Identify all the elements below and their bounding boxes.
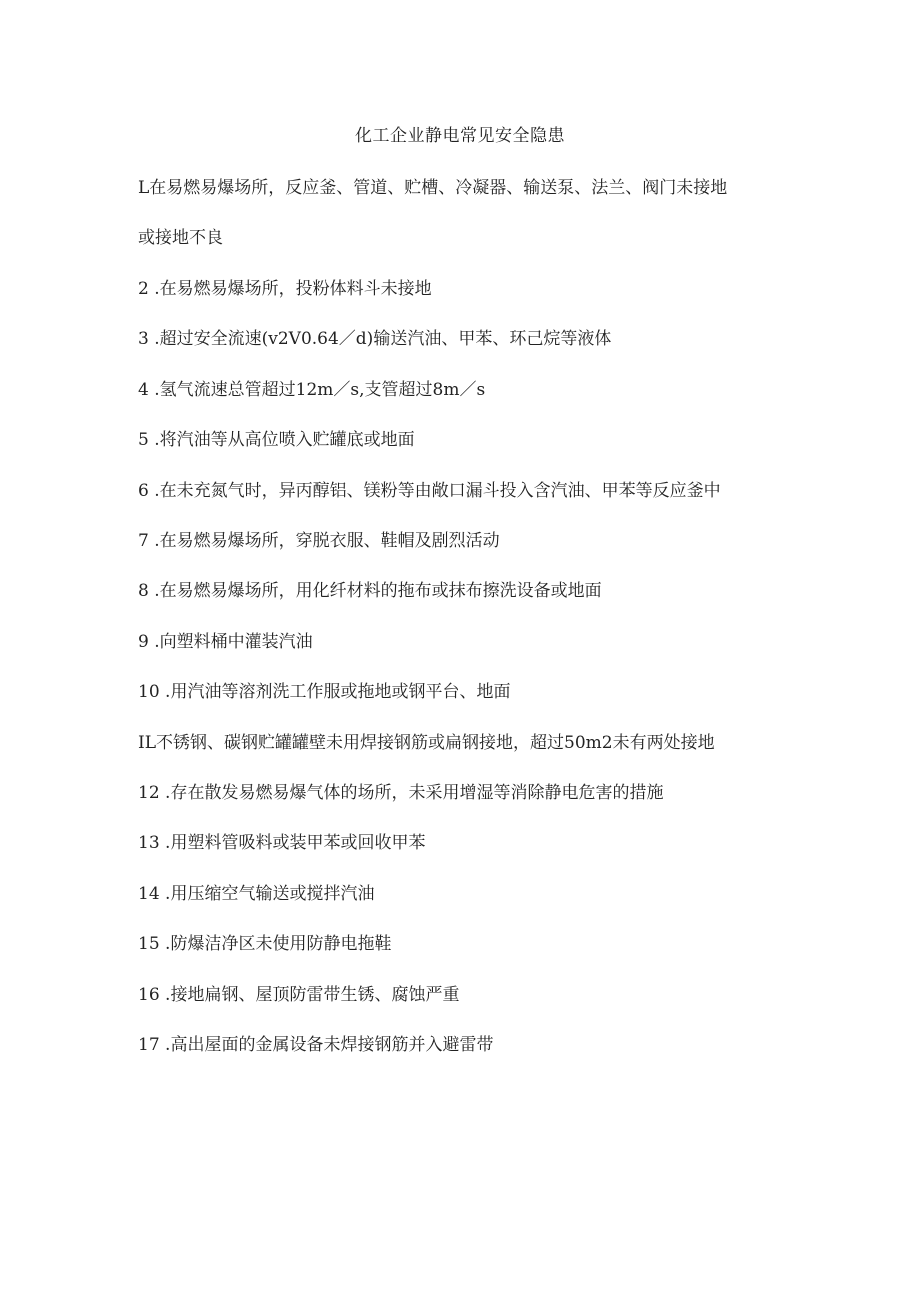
- hazard-item-13: 13 .用塑料管吸料或装甲苯或回收甲苯: [138, 833, 426, 853]
- hazard-item-2: 2 .在易燃易爆场所，投粉体料斗未接地: [138, 279, 432, 299]
- hazard-item-14: 14 .用压缩空气输送或搅拌汽油: [138, 884, 375, 904]
- hazard-item-16: 16 .接地扁钢、屋顶防雷带生锈、腐蚀严重: [138, 985, 460, 1005]
- hazard-item-4: 4 .氢气流速总管超过12m／s,支管超过8m／s: [138, 380, 486, 400]
- hazard-item-5: 5 .将汽油等从高位喷入贮罐底或地面: [138, 430, 415, 450]
- hazard-item-15: 15 .防爆洁净区未使用防静电拖鞋: [138, 934, 392, 954]
- hazard-item-11: IL不锈钢、碳钢贮罐罐壁未用焊接钢筋或扁钢接地，超过50m2未有两处接地: [138, 733, 715, 753]
- hazard-item-6: 6 .在未充氮气时，异丙醇铝、镁粉等由敞口漏斗投入含汽油、甲苯等反应釜中: [138, 481, 721, 501]
- hazard-item-7: 7 .在易燃易爆场所，穿脱衣服、鞋帽及剧烈活动: [138, 531, 500, 551]
- hazard-item-9: 9 .向塑料桶中灌装汽油: [138, 632, 313, 652]
- hazard-item-17: 17 .高出屋面的金属设备未焊接钢筋并入避雷带: [138, 1035, 494, 1055]
- hazard-item-1-continued: 或接地不良: [138, 228, 223, 248]
- hazard-item-3: 3 .超过安全流速(v2V0.64／d)输送汽油、甲苯、环己烷等液体: [138, 329, 612, 349]
- document-title: 化工企业静电常见安全隐患: [355, 126, 565, 146]
- hazard-item-12: 12 .存在散发易燃易爆气体的场所，未采用增湿等消除静电危害的措施: [138, 783, 664, 803]
- hazard-item-8: 8 .在易燃易爆场所，用化纤材料的拖布或抹布擦洗设备或地面: [138, 581, 602, 601]
- hazard-item-10: 10 .用汽油等溶剂洗工作服或拖地或钢平台、地面: [138, 682, 511, 702]
- hazard-item-1: L在易燃易爆场所，反应釜、管道、贮槽、冷凝器、输送泵、法兰、阀门未接地: [138, 178, 728, 198]
